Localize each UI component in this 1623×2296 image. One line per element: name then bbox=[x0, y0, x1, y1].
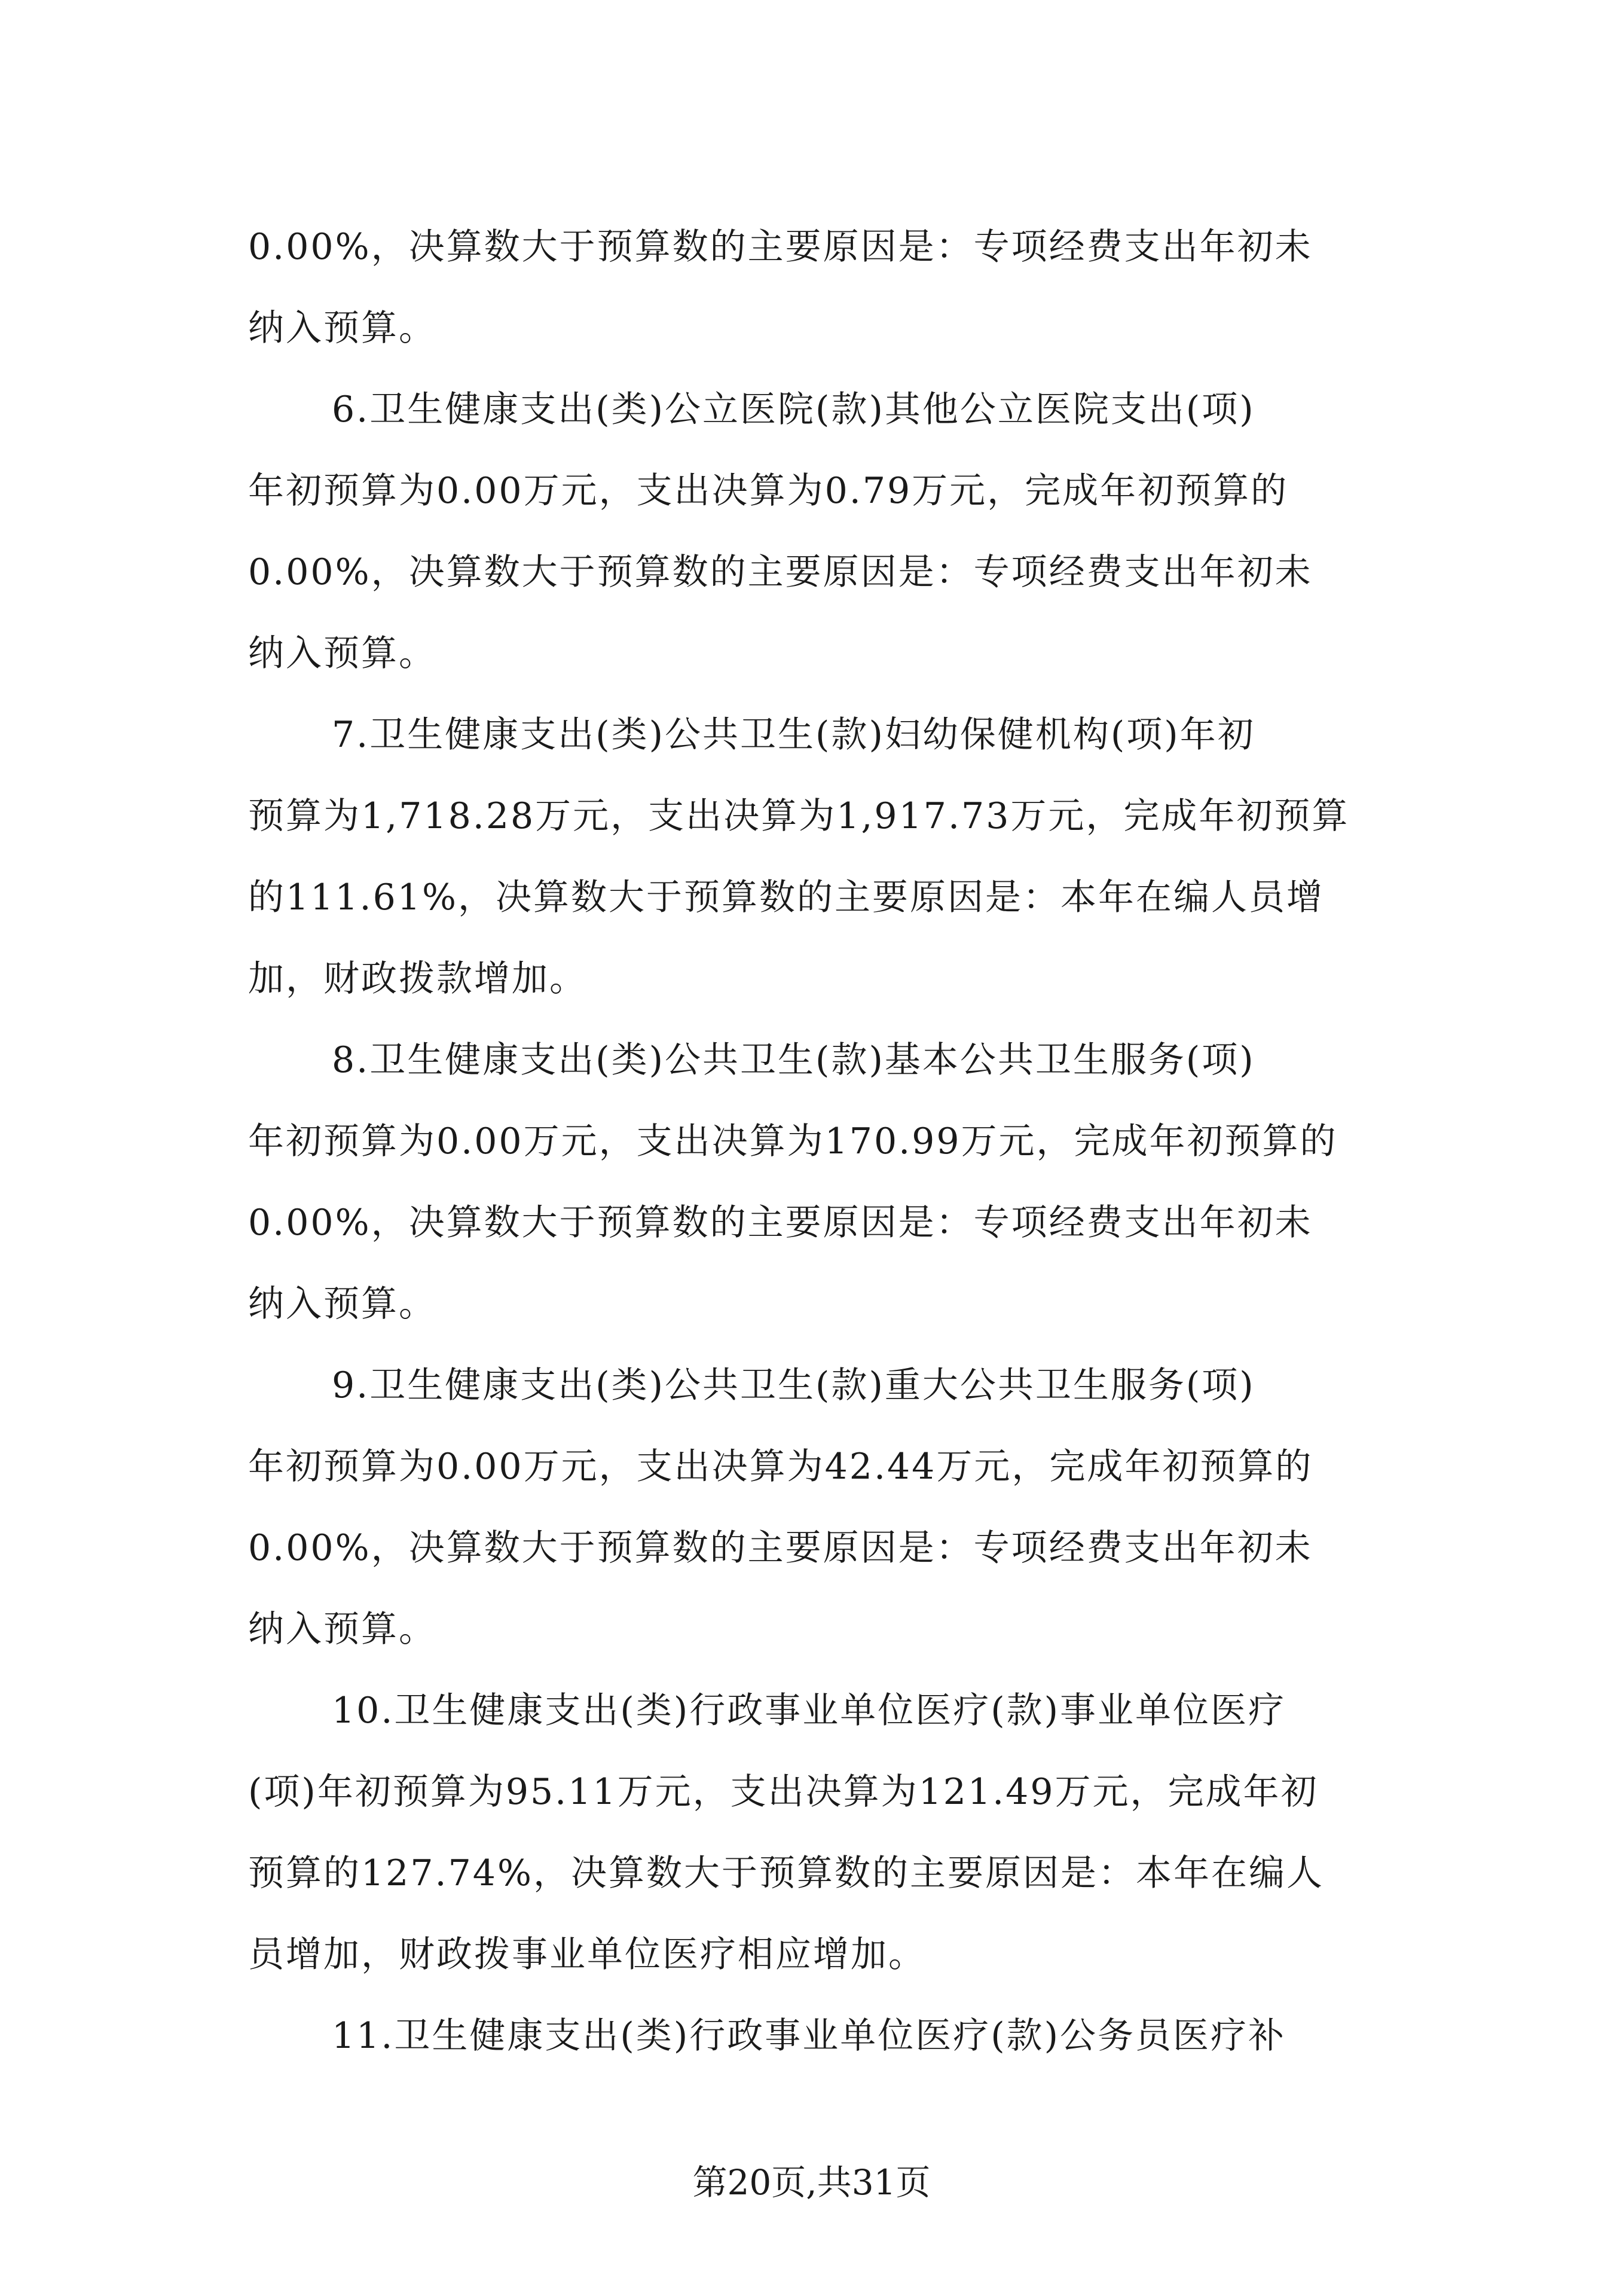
text-line: 加，财政拨款增加。 bbox=[248, 958, 587, 1000]
text-line: 年初预算为0.00万元，支出决算为42.44万元，完成年初预算的 bbox=[248, 1446, 1313, 1488]
text-line: 的111.61%，决算数大于预算数的主要原因是：本年在编人员增 bbox=[248, 877, 1324, 918]
paragraph-11-start: 11.卫生健康支出(类)行政事业单位医疗(款)公务员医疗补 bbox=[332, 2015, 1286, 2057]
text-line: 0.00%，决算数大于预算数的主要原因是：专项经费支出年初未 bbox=[248, 226, 1313, 268]
paragraph-8-start: 8.卫生健康支出(类)公共卫生(款)基本公共卫生服务(项) bbox=[332, 1039, 1255, 1081]
text-line: 年初预算为0.00万元，支出决算为170.99万元，完成年初预算的 bbox=[248, 1120, 1338, 1162]
text-line: 0.00%，决算数大于预算数的主要原因是：专项经费支出年初未 bbox=[248, 1202, 1313, 1244]
paragraph-6-start: 6.卫生健康支出(类)公立医院(款)其他公立医院支出(项) bbox=[332, 389, 1255, 430]
page-number-footer: 第20页,共31页 bbox=[692, 2162, 931, 2203]
text-line: 预算为1,718.28万元，支出决算为1,917.73万元，完成年初预算 bbox=[248, 795, 1350, 837]
text-line: 纳入预算。 bbox=[248, 307, 436, 349]
body-text bbox=[248, 206, 1384, 2077]
paragraph-9-start: 9.卫生健康支出(类)公共卫生(款)重大公共卫生服务(项) bbox=[332, 1364, 1255, 1406]
text-line: 纳入预算。 bbox=[248, 633, 436, 674]
paragraph-10-start: 10.卫生健康支出(类)行政事业单位医疗(款)事业单位医疗 bbox=[332, 1690, 1286, 1732]
text-line: 预算的127.74%，决算数大于预算数的主要原因是：本年在编人 bbox=[248, 1852, 1324, 1894]
text-line: 0.00%，决算数大于预算数的主要原因是：专项经费支出年初未 bbox=[248, 1527, 1313, 1569]
text-line: 纳入预算。 bbox=[248, 1608, 436, 1650]
text-line: 年初预算为0.00万元，支出决算为0.79万元，完成年初预算的 bbox=[248, 470, 1289, 512]
text-line: 员增加，财政拨事业单位医疗相应增加。 bbox=[248, 1934, 926, 1976]
text-line: 纳入预算。 bbox=[248, 1283, 436, 1325]
text-line: 0.00%，决算数大于预算数的主要原因是：专项经费支出年初未 bbox=[248, 551, 1313, 593]
paragraph-7-start: 7.卫生健康支出(类)公共卫生(款)妇幼保健机构(项)年初 bbox=[332, 714, 1255, 756]
text-line: (项)年初预算为95.11万元，支出决算为121.49万元，完成年初 bbox=[248, 1771, 1319, 1813]
